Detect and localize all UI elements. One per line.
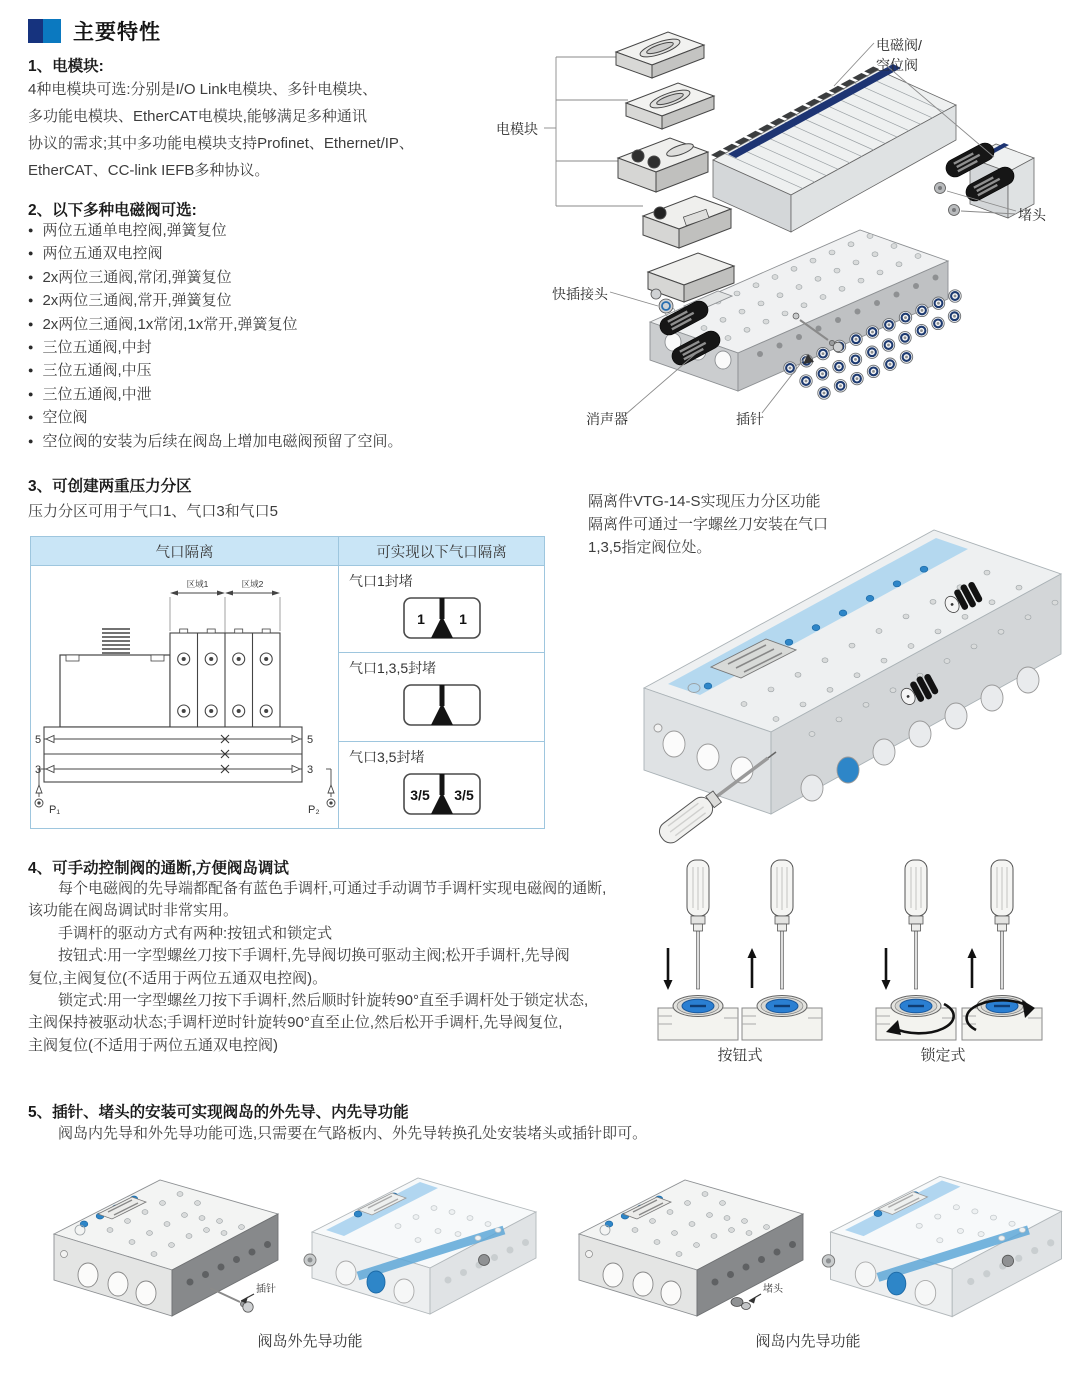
svg-text:3/5: 3/5 [453,786,474,803]
plugs [935,183,960,216]
page-title: 主要特性 [73,21,161,44]
list-item: ● 三位五通阀,中封 [28,336,508,359]
section-2-heading: 2、以下多种电磁阀可选: [28,202,197,219]
port-isolation-label: 气口1,3,5封堵 [349,659,437,676]
valve-label-line2: 空位阀 [876,57,918,73]
section-1-heading: 1、电模块: [28,58,104,75]
button-type-caption: 按钮式 [717,1047,763,1064]
quick-connector-label: 快插接头 [552,286,608,302]
list-item: ● 空位阀 [28,406,508,429]
text-line: 手调杆的驱动方式有两种:按钮式和锁定式 [58,924,333,942]
port5-right: 5 [307,734,314,746]
list-item: ● 三位五通阀,中压 [28,359,508,382]
isolator-installation-illustration [616,492,1076,844]
zone2-label: 区域2 [241,579,264,589]
button-override-illustration [650,858,835,1042]
section-5-body: 阀岛内先导和外先导功能可选,只需要在气路板内、外先导转换孔处安装堵头或插针即可。 [58,1125,648,1142]
list-item: ● 三位五通阀,中泄 [28,383,508,406]
section-1-text [28,76,508,184]
list-item: ● 两位五通双电控阀 [28,242,508,265]
port-isolation-diagram [402,682,482,728]
pressure-zone-schematic-cell [31,566,339,829]
lock-override-illustration [868,858,1058,1042]
list-item: ● 2x两位三通阀,常闭,弹簧复位 [28,266,508,289]
section-3-subtext: 压力分区可用于气口1、气口3和气口5 [28,503,279,520]
port5-left: 5 [35,734,42,746]
lock-type-caption: 锁定式 [920,1047,966,1064]
external-pilot-manifold-cutaway [298,1168,548,1328]
port-isolation-row [339,566,545,653]
port-isolation-diagram [402,595,482,641]
p2-label: P₂ [308,804,320,816]
table-header-right: 可实现以下气口隔离 [339,537,545,566]
port-isolation-row [339,741,545,828]
svg-text:3/5: 3/5 [409,786,430,803]
section-3-heading: 3、可创建两重压力分区 [28,478,192,495]
port-isolation-row [339,652,545,741]
emodule-bracket [544,57,643,206]
page-header [28,16,161,46]
pin-label: 插针 [736,411,764,427]
port3-left: 3 [35,764,42,776]
pressure-zone-table [30,536,545,829]
section-4-heading: 4、可手动控制阀的通断,方便阀岛调试 [28,860,289,877]
port-isolation-label: 气口3,5封堵 [349,748,425,765]
plug-label: 堵头 [763,1284,783,1295]
valve-label-line1: 电磁阀/ [876,37,922,53]
text-line: 隔离件可通过一字螺丝刀安装在气口 [588,516,829,533]
list-item: ● 两位五通单电控阀,弹簧复位 [28,219,508,242]
section-5-heading: 5、插针、堵头的安装可实现阀岛的外先导、内先导功能 [28,1104,409,1121]
text-line: 隔离件VTG-14-S实现压力分区功能 [588,493,821,510]
plug [731,1294,761,1310]
svg-text:1: 1 [458,611,467,627]
text-line: 多功能电模块、EtherCAT电模块,能够满足多种通讯 [28,108,367,125]
p1-label: P₁ [49,804,61,816]
pin-label: 插针 [256,1284,276,1295]
text-line: 锁定式:用一字型螺丝刀按下手调杆,然后顺时针旋转90°直至手调杆处于锁定状态, [58,992,589,1010]
section-marker-icon [28,19,61,43]
port3-right: 3 [307,764,314,776]
external-pilot-manifold-pin [40,1170,290,1330]
valve-options-list [28,219,508,453]
internal-pilot-manifold-plug [565,1170,815,1330]
zone1-label: 区域1 [186,579,209,589]
text-line: 4种电模块可选:分别是I/O Link电模块、多针电模块、 [28,81,378,98]
emodule-label: 电模块 [496,121,538,137]
internal-pilot-caption: 阀岛内先导功能 [755,1333,861,1350]
svg-text:1: 1 [416,611,425,627]
text-line: 复位,主阀复位(不适用于两位五通双电控阀)。 [28,969,328,987]
internal-pilot-manifold-cutaway [816,1166,1074,1331]
plug-label: 堵头 [1018,207,1046,223]
text-line: 该功能在阀岛调试时非常实用。 [28,902,239,920]
list-item: ● 2x两位三通阀,1x常闭,1x常开,弹簧复位 [28,313,508,336]
muffler-label: 消声器 [586,411,628,427]
text-line: 按钮式:用一字型螺丝刀按下手调杆,先导阀切换可驱动主阀;松开手调杆,先导阀 [58,947,570,965]
port-isolation-label: 气口1封堵 [349,573,413,589]
section-4-text [28,878,653,1057]
text-line: 主阀保持被驱动状态;手调杆逆时针旋转90°直至止位,然后松开手调杆,先导阀复位, [28,1014,563,1032]
pin [210,1288,254,1312]
port-isolation-diagram [402,771,482,817]
list-item: ● 2x两位三通阀,常开,弹簧复位 [28,289,508,312]
text-line: 1,3,5指定阀位处。 [588,539,712,556]
text-line: 每个电磁阀的先导端都配备有蓝色手调杆,可通过手动调节手调杆实现电磁阀的通断, [58,880,607,897]
pressure-zone-schematic [32,567,338,822]
text-line: 协议的需求;其中多功能电模块支持Profinet、Ethernet/IP、 [28,135,414,152]
valve-bank [711,64,956,232]
text-line: 主阀复位(不适用于两位五通双电控阀) [28,1036,278,1054]
text-line: EtherCAT、CC-link IEFB多种协议。 [28,162,270,179]
table-header-left: 气口隔离 [31,537,339,566]
list-item: ● 空位阀的安装为后续在阀岛上增加电磁阀预留了空间。 [28,430,508,453]
external-pilot-caption: 阀岛外先导功能 [257,1333,363,1350]
exploded-view-illustration [488,10,1076,458]
